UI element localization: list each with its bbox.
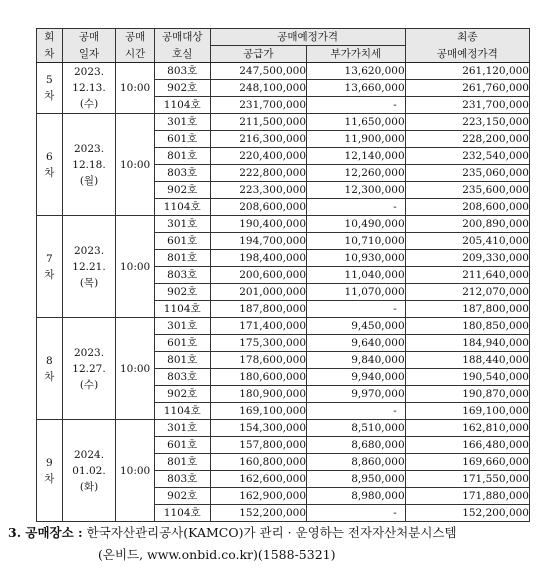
- final-price-cell: 208,600,000: [405, 199, 529, 216]
- date-text: (화): [79, 480, 99, 493]
- supply-price-cell: 180,600,000: [210, 369, 306, 386]
- supply-price-cell: 171,400,000: [210, 318, 306, 335]
- final-price-cell: 184,940,000: [405, 335, 529, 352]
- time-cell: 10:00: [116, 216, 155, 318]
- round-cell: [37, 318, 63, 420]
- vat-cell: 8,980,000: [307, 488, 406, 505]
- unit-cell: 601호: [154, 131, 210, 148]
- round-text: 8: [46, 354, 53, 367]
- final-price-cell: 211,640,000: [405, 267, 529, 284]
- vat-cell: 10,930,000: [307, 250, 406, 267]
- vat-cell: 9,450,000: [307, 318, 406, 335]
- date-cell: [62, 318, 116, 420]
- final-price-cell: 171,880,000: [405, 488, 529, 505]
- vat-cell: 10,710,000: [307, 233, 406, 250]
- header-vat: 부가가치세: [307, 46, 406, 63]
- header-supply-price: 공급가: [210, 46, 306, 63]
- table-row: [37, 420, 530, 437]
- final-price-cell: 166,480,000: [405, 437, 529, 454]
- table-row: [37, 318, 530, 335]
- header-round-2: 차: [37, 46, 63, 63]
- unit-cell: 801호: [154, 454, 210, 471]
- unit-cell: 601호: [154, 335, 210, 352]
- unit-cell: 902호: [154, 80, 210, 97]
- unit-cell: 1104호: [154, 505, 210, 522]
- date-text: 12.13.: [72, 82, 106, 94]
- header-time: 공매: [116, 29, 155, 46]
- supply-price-cell: 190,400,000: [210, 216, 306, 233]
- supply-price-cell: 208,600,000: [210, 199, 306, 216]
- note-label: 3. 공매장소 :: [8, 525, 83, 540]
- vat-cell: 12,260,000: [307, 165, 406, 182]
- final-price-cell: 228,200,000: [405, 131, 529, 148]
- final-price-cell: 261,120,000: [405, 63, 529, 80]
- supply-price-cell: 201,000,000: [210, 284, 306, 301]
- date-text: 2023.: [73, 346, 105, 359]
- vat-cell: 8,510,000: [307, 420, 406, 437]
- unit-cell: 301호: [154, 216, 210, 233]
- supply-price-cell: 216,300,000: [210, 131, 306, 148]
- vat-cell: 8,680,000: [307, 437, 406, 454]
- unit-cell: 601호: [154, 437, 210, 454]
- date-cell: [62, 114, 116, 216]
- supply-price-cell: 152,200,000: [210, 505, 306, 522]
- date-cell: [62, 420, 116, 522]
- round-text: 9: [46, 456, 53, 469]
- final-price-cell: 231,700,000: [405, 97, 529, 114]
- supply-price-cell: 231,700,000: [210, 97, 306, 114]
- unit-cell: 801호: [154, 352, 210, 369]
- time-cell: 10:00: [116, 420, 155, 522]
- header-final: 최종: [405, 29, 529, 46]
- date-cell: [62, 63, 116, 114]
- table-row: [37, 114, 530, 131]
- table-row: [37, 216, 530, 233]
- unit-cell: 801호: [154, 250, 210, 267]
- final-price-cell: 212,070,000: [405, 284, 529, 301]
- vat-cell: 12,300,000: [307, 182, 406, 199]
- unit-cell: 902호: [154, 284, 210, 301]
- unit-cell: 801호: [154, 148, 210, 165]
- final-price-cell: 235,600,000: [405, 182, 529, 199]
- final-price-cell: 169,660,000: [405, 454, 529, 471]
- unit-cell: 301호: [154, 114, 210, 131]
- vat-cell: 9,840,000: [307, 352, 406, 369]
- vat-cell: 8,950,000: [307, 471, 406, 488]
- unit-cell: 301호: [154, 318, 210, 335]
- vat-cell: -: [307, 199, 406, 216]
- header-time-2: 시간: [116, 46, 155, 63]
- round-text: 6: [46, 150, 53, 163]
- date-text: 12.27.: [72, 362, 106, 375]
- date-text: (월): [79, 174, 99, 187]
- final-price-cell: 209,330,000: [405, 250, 529, 267]
- supply-price-cell: 162,900,000: [210, 488, 306, 505]
- header-unit-2: 호실: [154, 46, 210, 63]
- vat-cell: 9,970,000: [307, 386, 406, 403]
- supply-price-cell: 180,900,000: [210, 386, 306, 403]
- unit-cell: 1104호: [154, 301, 210, 318]
- date-text: 12.21.: [72, 260, 106, 273]
- supply-price-cell: 200,600,000: [210, 267, 306, 284]
- supply-price-cell: 211,500,000: [210, 114, 306, 131]
- unit-cell: 902호: [154, 488, 210, 505]
- vat-cell: 9,640,000: [307, 335, 406, 352]
- unit-cell: 803호: [154, 267, 210, 284]
- vat-cell: 8,860,000: [307, 454, 406, 471]
- final-price-cell: 261,760,000: [405, 80, 529, 97]
- unit-cell: 902호: [154, 386, 210, 403]
- round-text: 차: [44, 90, 55, 102]
- final-price-cell: 200,890,000: [405, 216, 529, 233]
- auction-location-note: [8, 522, 543, 566]
- supply-price-cell: 187,800,000: [210, 301, 306, 318]
- header-round: 회: [37, 29, 63, 46]
- final-price-cell: 169,100,000: [405, 403, 529, 420]
- final-price-cell: 162,810,000: [405, 420, 529, 437]
- round-cell: [37, 114, 63, 216]
- final-price-cell: 232,540,000: [405, 148, 529, 165]
- time-cell: 10:00: [116, 114, 155, 216]
- vat-cell: 13,660,000: [307, 80, 406, 97]
- supply-price-cell: 175,300,000: [210, 335, 306, 352]
- final-price-cell: 235,060,000: [405, 165, 529, 182]
- final-price-cell: 190,540,000: [405, 369, 529, 386]
- final-price-cell: 171,550,000: [405, 471, 529, 488]
- vat-cell: -: [307, 301, 406, 318]
- note-text-line1: 한국자산관리공사(KAMCO)가 관리 · 운영하는 전자자산처분시스템: [86, 525, 457, 540]
- date-text: (수): [79, 378, 99, 391]
- supply-price-cell: 223,300,000: [210, 182, 306, 199]
- vat-cell: 12,140,000: [307, 148, 406, 165]
- date-cell: [62, 216, 116, 318]
- unit-cell: 1104호: [154, 403, 210, 420]
- vat-cell: 9,940,000: [307, 369, 406, 386]
- date-text: 2024.: [73, 448, 105, 461]
- supply-price-cell: 194,700,000: [210, 233, 306, 250]
- round-text: 7: [46, 252, 53, 265]
- supply-price-cell: 157,800,000: [210, 437, 306, 454]
- table-body: [37, 63, 530, 522]
- vat-cell: 11,040,000: [307, 267, 406, 284]
- final-price-cell: 190,870,000: [405, 386, 529, 403]
- date-text: (목): [79, 276, 99, 289]
- unit-cell: 1104호: [154, 199, 210, 216]
- round-cell: [37, 216, 63, 318]
- vat-cell: 10,490,000: [307, 216, 406, 233]
- supply-price-cell: 178,600,000: [210, 352, 306, 369]
- table-row: [37, 63, 530, 80]
- supply-price-cell: 169,100,000: [210, 403, 306, 420]
- final-price-cell: 188,440,000: [405, 352, 529, 369]
- time-cell: 10:00: [116, 63, 155, 114]
- supply-price-cell: 220,400,000: [210, 148, 306, 165]
- round-text: 차: [44, 472, 55, 485]
- round-cell: [37, 420, 63, 522]
- vat-cell: 11,650,000: [307, 114, 406, 131]
- header-date: 공매: [62, 29, 116, 46]
- unit-cell: 902호: [154, 182, 210, 199]
- date-text: 2023.: [73, 142, 105, 155]
- auction-schedule-table: [36, 28, 530, 522]
- supply-price-cell: 222,800,000: [210, 165, 306, 182]
- round-text: 5: [46, 74, 53, 86]
- header-date-2: 일자: [62, 46, 116, 63]
- supply-price-cell: 154,300,000: [210, 420, 306, 437]
- supply-price-cell: 247,500,000: [210, 63, 306, 80]
- final-price-cell: 205,410,000: [405, 233, 529, 250]
- header-scheduled-price: 공매예정가격: [210, 29, 405, 46]
- date-text: 12.18.: [72, 158, 106, 171]
- final-price-cell: 152,200,000: [405, 505, 529, 522]
- final-price-cell: 180,850,000: [405, 318, 529, 335]
- note-text-line2: (온비드, www.onbid.co.kr)(1588-5321): [98, 547, 336, 562]
- final-price-cell: 223,150,000: [405, 114, 529, 131]
- final-price-cell: 187,800,000: [405, 301, 529, 318]
- vat-cell: 11,900,000: [307, 131, 406, 148]
- date-text: 2023.: [73, 244, 105, 257]
- unit-cell: 803호: [154, 369, 210, 386]
- vat-cell: 13,620,000: [307, 63, 406, 80]
- unit-cell: 803호: [154, 165, 210, 182]
- vat-cell: -: [307, 505, 406, 522]
- round-text: 차: [44, 268, 55, 281]
- unit-cell: 803호: [154, 471, 210, 488]
- unit-cell: 601호: [154, 233, 210, 250]
- date-text: 01.02.: [72, 464, 106, 477]
- date-text: 2023.: [73, 66, 105, 78]
- supply-price-cell: 198,400,000: [210, 250, 306, 267]
- vat-cell: -: [307, 97, 406, 114]
- unit-cell: 803호: [154, 63, 210, 80]
- date-text: (수): [79, 98, 99, 110]
- time-cell: 10:00: [116, 318, 155, 420]
- round-text: 차: [44, 370, 55, 383]
- vat-cell: 11,070,000: [307, 284, 406, 301]
- unit-cell: 1104호: [154, 97, 210, 114]
- header-final-2: 공매예정가격: [405, 46, 529, 63]
- vat-cell: -: [307, 403, 406, 420]
- unit-cell: 301호: [154, 420, 210, 437]
- supply-price-cell: 160,800,000: [210, 454, 306, 471]
- supply-price-cell: 162,600,000: [210, 471, 306, 488]
- round-cell: [37, 63, 63, 114]
- round-text: 차: [44, 166, 55, 179]
- supply-price-cell: 248,100,000: [210, 80, 306, 97]
- header-unit: 공매대상: [154, 29, 210, 46]
